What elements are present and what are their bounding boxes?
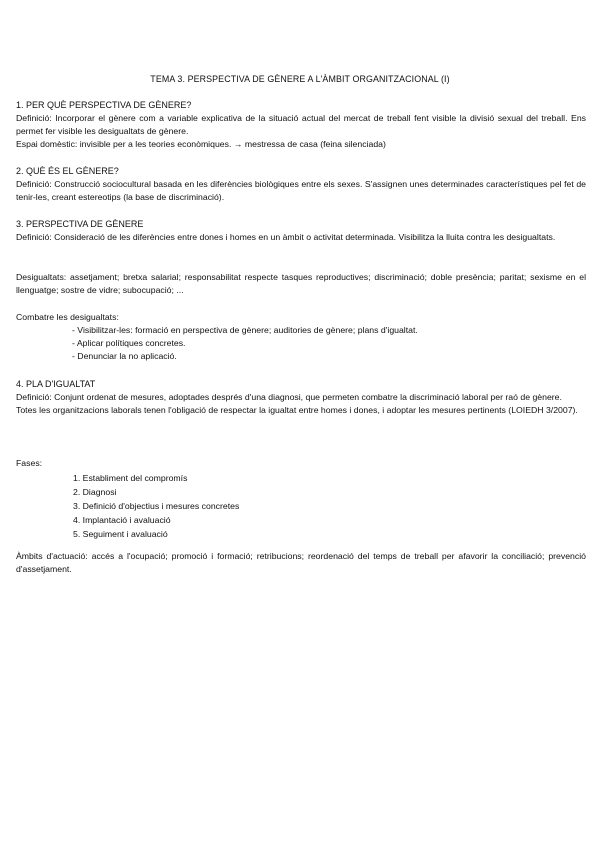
list-item: 3. Definició d'objectius i mesures concretes <box>73 501 240 511</box>
list-item: 2. Diagnosi <box>73 487 117 497</box>
inequalities-list: Desigualtats: assetjament; bretxa salarial; responsabilitat respecte tasques reproductives; discriminació; doble presència; paritat; sexisme en el llenguatge; sostre de vidre; subocupació; ... <box>16 272 586 295</box>
section-1-domestic-space: Espai domèstic: invisible per a les teories econòmiques. → mestressa de casa (feina silenciada) <box>16 139 386 149</box>
section-2-heading: 2. QUÈ ÉS EL GÈNERE? <box>16 166 119 176</box>
combat-inequalities-heading: Combatre les desigualtats: <box>16 312 119 322</box>
section-4 <box>16 378 586 417</box>
combat-inequalities-list <box>16 324 586 363</box>
section-4-obligation: Totes les organitzacions laborals tenen l'obligació de respectar la igualtat entre homes i dones, i adoptar les mesures pertinents (LOIEDH 3/2007). <box>16 405 578 415</box>
action-areas-text: Àmbits d'actuació: accés a l'ocupació; promoció i formació; retribucions; reordenació del temps de treball per afavorir la conciliació; prevenció d'assetjament. <box>16 551 586 574</box>
section-2 <box>16 165 586 204</box>
list-item: - Denunciar la no aplicació. <box>72 351 177 361</box>
action-areas <box>16 550 586 576</box>
inequalities-paragraph <box>16 271 586 297</box>
section-1-definition: Definició: Incorporar el gènere com a variable explicativa de la situació actual del mercat de treball fent visible la divisió sexual del treball. Ens permet fer visible les desigualtats de gènere. <box>16 113 586 136</box>
list-item: 5. Seguiment i avaluació <box>73 529 168 539</box>
combat-inequalities <box>16 311 586 363</box>
list-item: 1. Establiment del compromís <box>73 473 188 483</box>
section-1-heading: 1. PER QUÈ PERSPECTIVA DE GÈNERE? <box>16 100 192 110</box>
phases-list <box>16 472 586 541</box>
phases-heading: Fases: <box>16 458 43 468</box>
list-item: - Visibilitzar-les: formació en perspectiva de gènere; auditories de gènere; plans d'igualtat. <box>72 325 418 335</box>
list-item: 4. Implantació i avaluació <box>73 515 171 525</box>
phases <box>16 457 586 541</box>
document-title: TEMA 3. PERSPECTIVA DE GÈNERE A L'ÀMBIT ORGANITZACIONAL (I) <box>150 74 450 84</box>
section-2-definition: Definició: Construcció sociocultural basada en les diferències biològiques entre els sexes. S'assignen unes determinades característiques pel fet de tenir-les, creant estereotips (la base de discriminació). <box>16 179 586 202</box>
section-4-heading: 4. PLA D'IGUALTAT <box>16 379 96 389</box>
section-3-definition: Definició: Consideració de les diferències entre dones i homes en un àmbit o activitat determinada. Visibilitza la lluita contra les desigualtats. <box>16 232 556 242</box>
section-4-definition: Definició: Conjunt ordenat de mesures, adoptades després d'una diagnosi, que permeten combatre la discriminació laboral per raó de gènere. <box>16 392 562 402</box>
list-item: - Aplicar polítiques concretes. <box>72 338 186 348</box>
section-3-heading: 3. PERSPECTIVA DE GÈNERE <box>16 219 144 229</box>
section-1 <box>16 99 586 151</box>
section-3 <box>16 218 586 244</box>
